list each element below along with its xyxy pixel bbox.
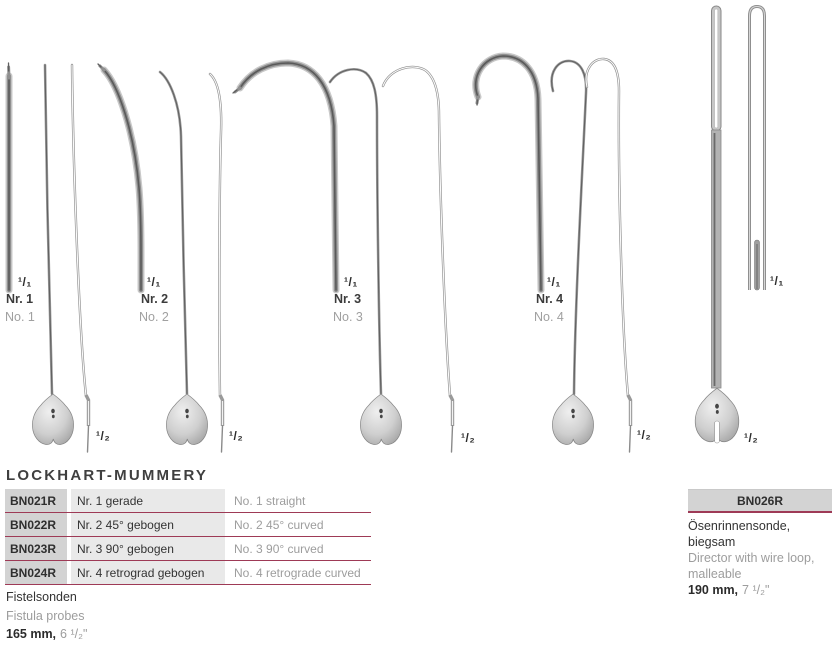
scale-label-full-nr2: ¹/₁ <box>147 275 161 289</box>
length-metric: 165 mm, <box>6 627 57 641</box>
product-name-de: Fistelsonden <box>6 590 77 604</box>
product-captions <box>6 588 87 644</box>
director-length <box>688 582 832 598</box>
table-row <box>5 489 371 513</box>
scale-label-half-nr1: ¹/₂ <box>96 429 111 443</box>
table-row <box>5 513 371 537</box>
director-card <box>688 489 832 598</box>
figure-name-en-nr1: No. 1 <box>5 310 35 324</box>
probe-nr4-illustration <box>476 56 631 452</box>
scale-label-full-nr4: ¹/₁ <box>547 275 561 289</box>
length-imperial: 7 ¹/₂" <box>742 583 770 597</box>
scale-label-half-nr3: ¹/₂ <box>461 431 476 445</box>
scale-label-full-nr1: ¹/₁ <box>18 275 32 289</box>
length-imperial: 6 ¹/₂" <box>60 627 88 641</box>
scale-label-full-director: ¹/₁ <box>770 274 784 288</box>
length-metric: 190 mm, <box>688 583 739 597</box>
page-title: LOCKHART-MUMMERY <box>6 467 209 484</box>
figure-name-en-nr3: No. 3 <box>333 310 363 324</box>
description-en: No. 1 straight <box>234 493 306 508</box>
figure-name-de-nr1: Nr. 1 <box>6 292 34 306</box>
description-de: Nr. 3 90° gebogen <box>71 537 225 560</box>
scale-label-half-nr2: ¹/₂ <box>229 429 244 443</box>
director-name-en-line2: malleable <box>688 567 742 581</box>
figure-name-en-nr2: No. 2 <box>139 310 169 324</box>
probe-nr2-illustration <box>98 64 223 452</box>
table-row <box>5 561 371 585</box>
figure-name-de-nr3: Nr. 3 <box>334 292 362 306</box>
description-en: No. 4 retrograde curved <box>234 565 361 580</box>
table-row <box>5 537 371 561</box>
director-name-de-line1: Ösenrinnensonde, <box>688 519 791 533</box>
article-code: BN022R <box>5 513 67 536</box>
director-name-en-line1: Director with wire loop, <box>688 551 815 565</box>
description-en: No. 2 45° curved <box>234 517 324 532</box>
description-de: Nr. 1 gerade <box>71 489 225 512</box>
figure-name-de-nr4: Nr. 4 <box>536 292 564 306</box>
director-illustration <box>695 6 764 443</box>
probe-nr3-illustration <box>233 63 453 452</box>
article-code: BN021R <box>5 489 67 512</box>
description-en: No. 3 90° curved <box>234 541 324 556</box>
article-code-bar: BN026R <box>688 489 832 513</box>
figure-name-de-nr2: Nr. 2 <box>141 292 169 306</box>
scale-label-half-nr4: ¹/₂ <box>637 428 652 442</box>
product-name-en: Fistula probes <box>6 608 85 623</box>
scale-label-full-nr3: ¹/₁ <box>344 275 358 289</box>
scale-label-half-director: ¹/₂ <box>744 431 759 445</box>
director-name-de-line2: biegsam <box>688 535 736 549</box>
director-card-text <box>688 513 832 598</box>
article-code: BN024R <box>5 561 67 584</box>
figure-name-en-nr4: No. 4 <box>534 310 564 324</box>
article-code: BN023R <box>5 537 67 560</box>
description-de: Nr. 2 45° gebogen <box>71 513 225 536</box>
product-length <box>6 625 87 644</box>
product-table <box>5 489 371 585</box>
probe-nr1-illustration <box>9 63 89 452</box>
description-de: Nr. 4 retrograd gebogen <box>71 561 225 584</box>
